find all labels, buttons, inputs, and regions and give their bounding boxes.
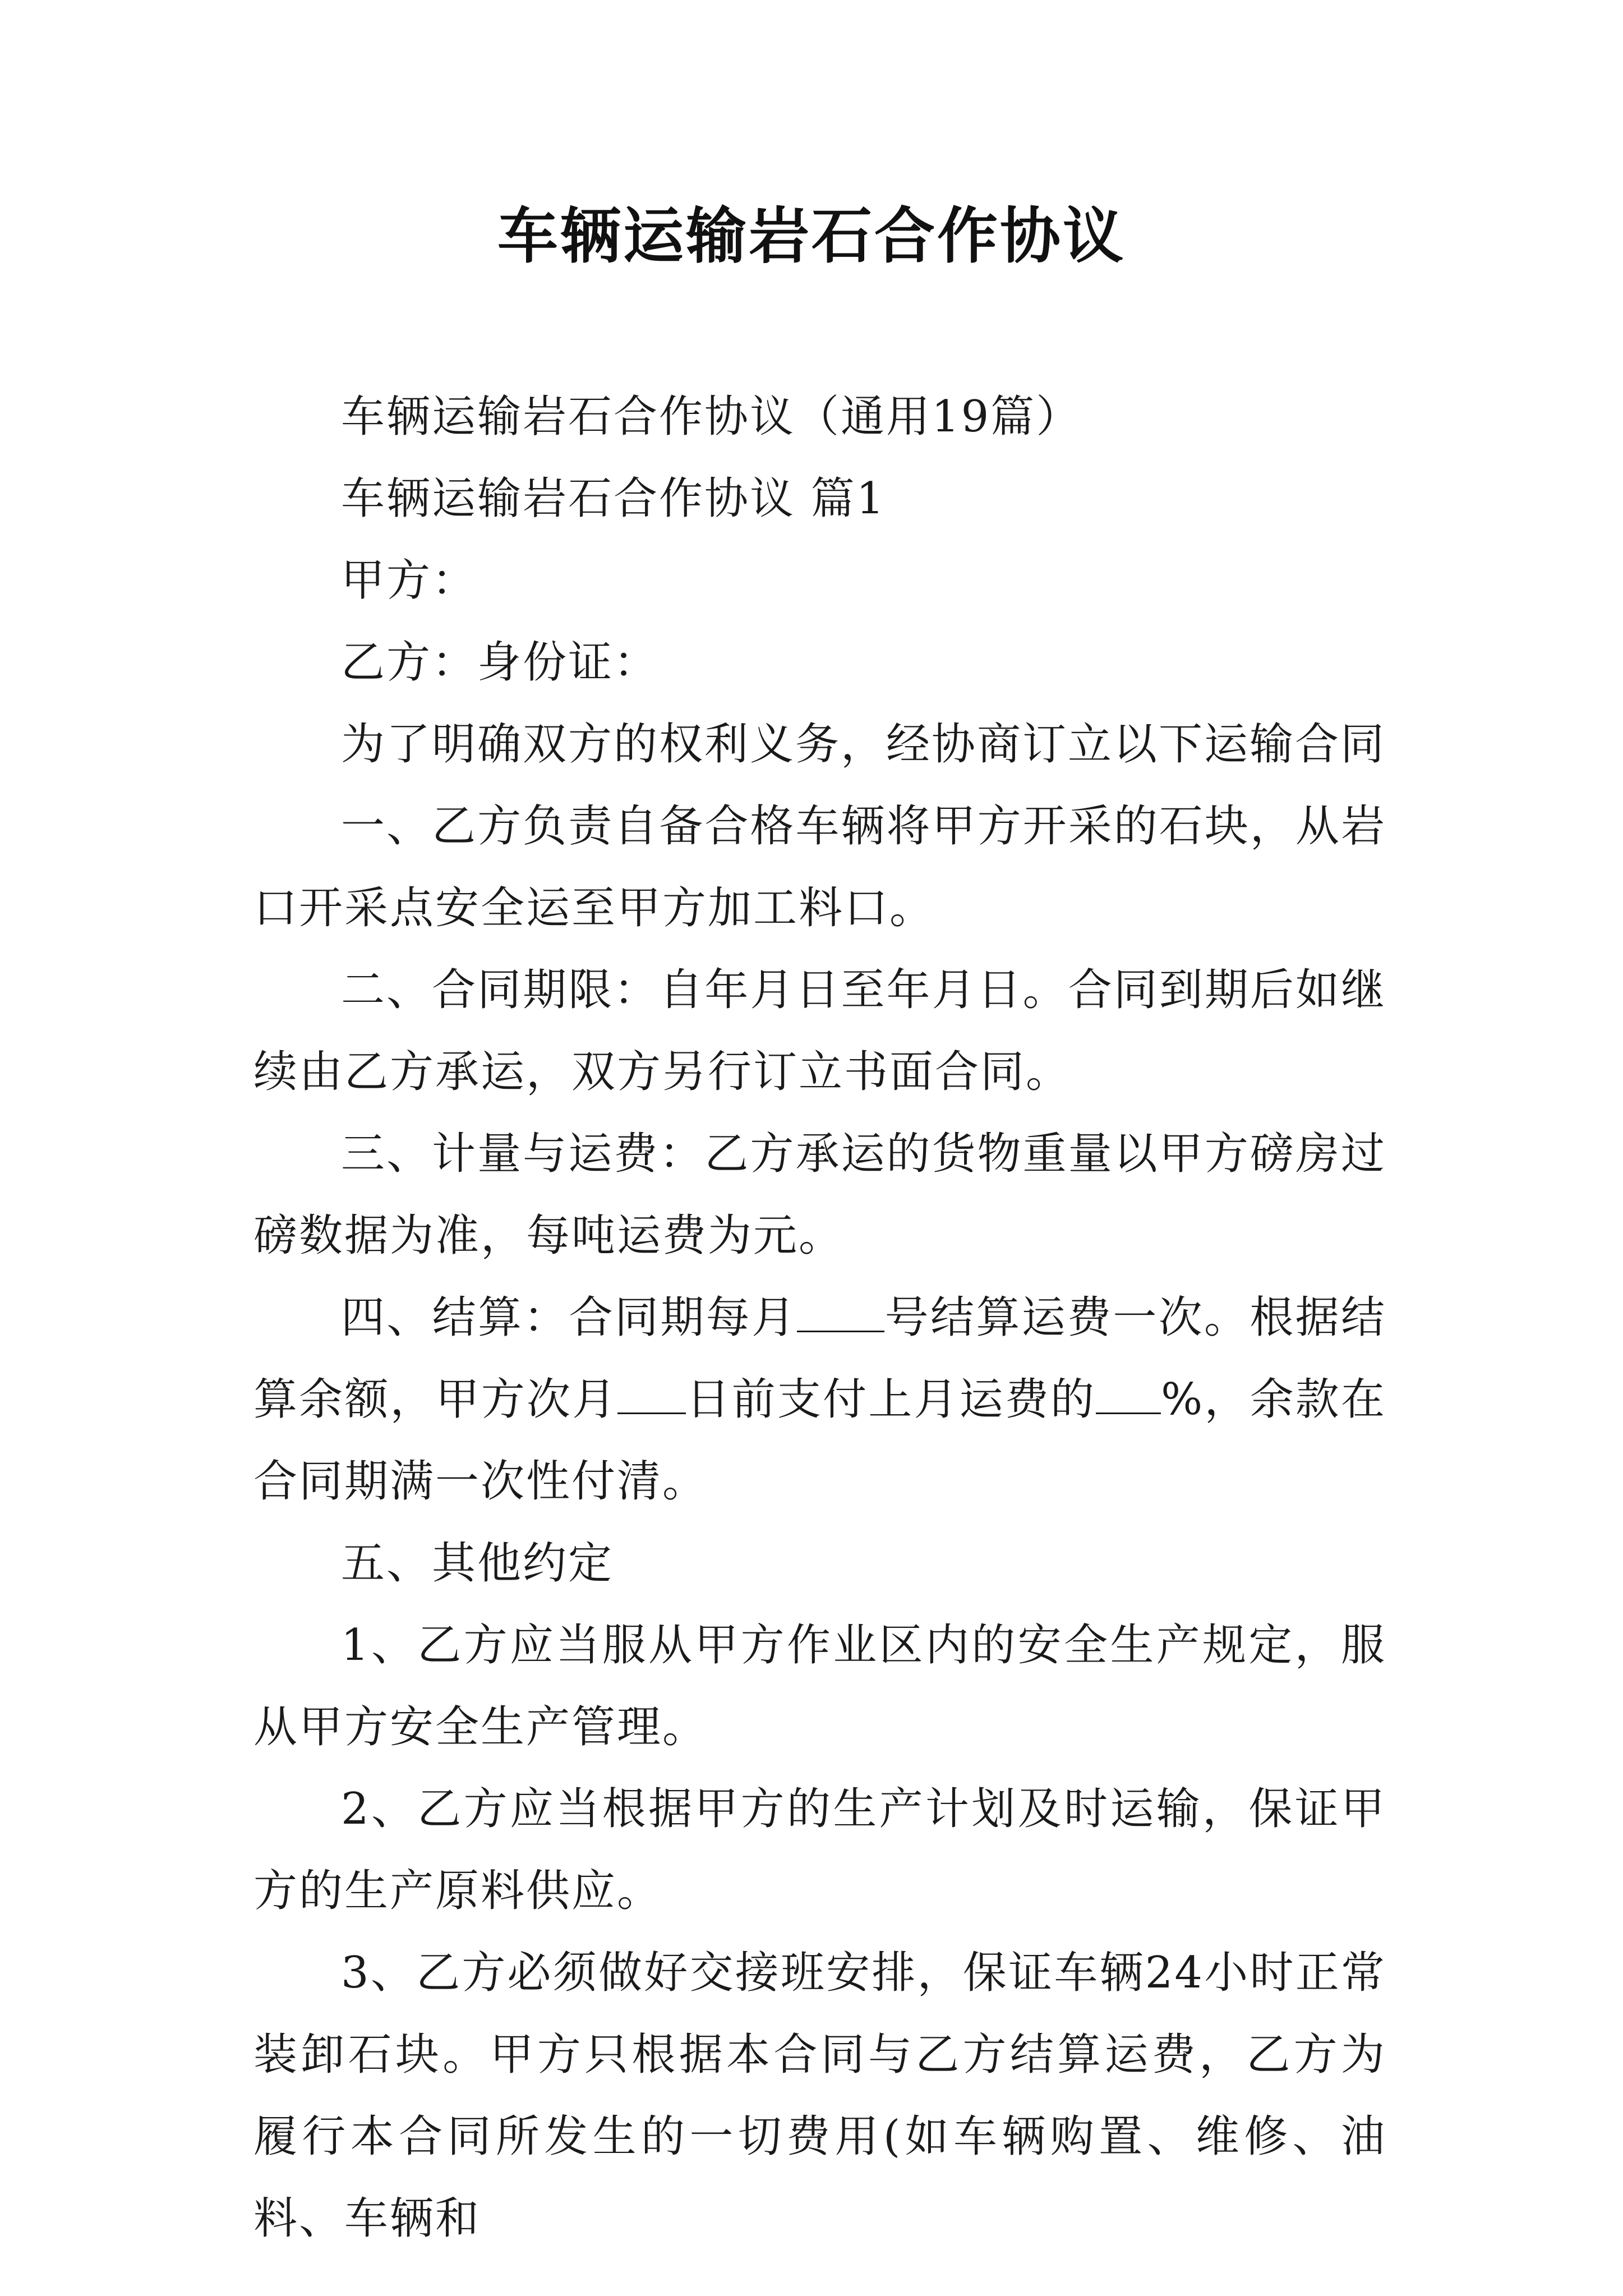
paragraph-clause-2: 二、合同期限：自年月日至年月日。合同到期后如继续由乙方承运，双方另行订立书面合同。: [253, 965, 1386, 1097]
clause-4-text-1: 四、结算：合同期每月: [341, 1292, 797, 1343]
paragraph-item-1: 1、乙方应当服从甲方作业区内的安全生产规定，服从甲方安全生产管理。: [253, 1620, 1386, 1752]
paragraph-collection-title: 车辆运输岩石合作协议（通用19篇）: [341, 392, 1082, 442]
paragraph-item-3: 3、乙方必须做好交接班安排，保证车辆24小时正常装卸石块。甲方只根据本合同与乙方结算运费，乙方为履行本合同所发生的一切费用(如车辆购置、维修、油料、车辆和: [253, 1948, 1386, 2244]
paragraph-clause-1: 一、乙方负责自备合格车辆将甲方开采的石块，从岩口开采点安全运至甲方加工料口。: [253, 801, 1386, 933]
blank-line-settlement-day: [797, 1294, 884, 1332]
paragraph-clause-3: 三、计量与运费：乙方承运的货物重量以甲方磅房过磅数据为准，每吨运费为元。: [253, 1129, 1386, 1261]
paragraph-clause-4: [253, 1277, 1386, 1522]
paragraph-clause-5-heading: 五、其他约定: [341, 1538, 614, 1589]
blank-line-percentage: [1096, 1375, 1161, 1414]
blank-line-payment-day: [617, 1375, 686, 1414]
paragraph-party-b: 乙方：身份证：: [341, 637, 660, 688]
paragraph-preamble: 为了明确双方的权利义务，经协商订立以下运输合同: [341, 719, 1386, 770]
paragraph-party-a: 甲方：: [341, 555, 478, 606]
clause-4-text-4: %，余款在合同期满一次性付清。: [253, 1374, 1386, 1507]
paragraph-item-2: 2、乙方应当根据甲方的生产计划及时运输，保证甲方的生产原料供应。: [253, 1784, 1386, 1916]
paragraph-article-heading: 车辆运输岩石合作协议 篇1: [341, 473, 886, 524]
clause-4-text-2: 号结算运费一次。根据结算余额，甲方次月: [253, 1292, 1386, 1425]
document-body: [253, 376, 1386, 2260]
clause-4-text-3: 日前支付上月运费的: [686, 1374, 1096, 1425]
document-title: 车辆运输岩石合作协议: [497, 201, 1126, 272]
